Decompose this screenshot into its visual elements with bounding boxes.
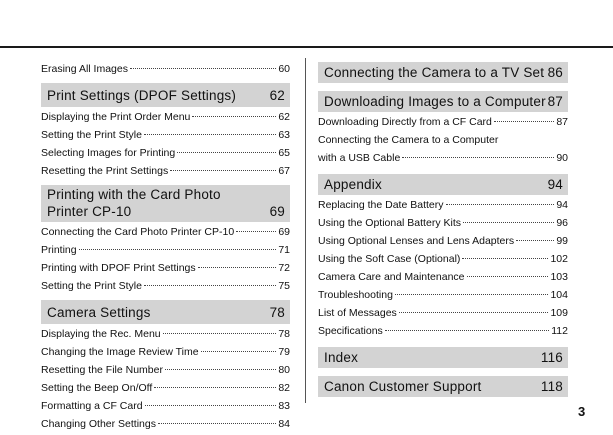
dot-leader (462, 258, 548, 259)
dot-leader (516, 240, 554, 241)
toc-entry-title: Resetting the File Number (41, 364, 163, 376)
toc-entry-title: Displaying the Print Order Menu (41, 111, 191, 123)
toc-entry-page: 72 (278, 262, 290, 274)
section-title: Index (324, 350, 359, 365)
toc-entry[interactable] (318, 324, 568, 339)
dot-leader (402, 157, 554, 158)
toc-entry-title: with a USB Cable (318, 152, 401, 164)
section-title: Print Settings (DPOF Settings) (47, 87, 237, 103)
toc-entry-page: 62 (278, 111, 290, 123)
toc-entry-title: Printing with DPOF Print Settings (41, 262, 196, 274)
toc-entry[interactable] (41, 363, 290, 378)
toc-entry[interactable] (41, 62, 290, 77)
section-page: 69 (269, 204, 285, 219)
dot-leader (177, 152, 276, 153)
dot-leader (144, 285, 276, 286)
toc-entry-title: Changing Other Settings (41, 418, 156, 430)
toc-entry-title: Troubleshooting (318, 289, 393, 301)
column-divider (305, 58, 306, 403)
toc-entry-title: Selecting Images for Printing (41, 147, 176, 159)
toc-entry-page: 109 (550, 307, 568, 319)
toc-entry-page: 84 (278, 418, 290, 430)
toc-entry-page: 82 (278, 382, 290, 394)
toc-entry-title: Changing the Image Review Time (41, 346, 199, 358)
section-title: Camera Settings (47, 304, 151, 320)
toc-left-column (41, 62, 290, 435)
toc-entry[interactable] (41, 279, 290, 294)
section-page: 86 (547, 65, 563, 80)
section-heading-camera-settings (41, 300, 290, 324)
toc-entry-title: List of Messages (318, 307, 397, 319)
toc-entry-title: Using Optional Lenses and Lens Adapters (318, 235, 515, 247)
toc-entry-page: 112 (551, 325, 568, 337)
header-rule (0, 46, 613, 48)
toc-entry-page: 60 (278, 63, 290, 75)
toc-entry-page: 79 (278, 346, 290, 358)
dot-leader (467, 276, 549, 277)
toc-entry[interactable] (318, 288, 568, 303)
toc-entry-page: 103 (550, 271, 568, 283)
dot-leader (463, 222, 554, 223)
toc-entry-page: 65 (278, 147, 290, 159)
section-page: 94 (547, 177, 563, 192)
toc-entry[interactable] (318, 198, 568, 213)
section-title: Printing with the Card Photo Printer CP-10 (47, 187, 221, 219)
toc-entry-page: 94 (556, 199, 568, 211)
toc-entry[interactable] (318, 234, 568, 249)
toc-entry-title: Camera Care and Maintenance (318, 271, 465, 283)
toc-entry-title: Formatting a CF Card (41, 400, 143, 412)
toc-entry-title: Connecting the Card Photo Printer CP-10 (41, 226, 235, 238)
section-title: Connecting the Camera to a TV Set (324, 65, 545, 80)
dot-leader (79, 249, 277, 250)
dot-leader (446, 204, 555, 205)
toc-entry[interactable] (41, 164, 290, 179)
section-page: 62 (269, 87, 285, 103)
toc-entry-page: 90 (556, 152, 568, 164)
toc-entry-page: 71 (278, 244, 290, 256)
section-page: 87 (547, 94, 563, 109)
toc-entry[interactable] (41, 146, 290, 161)
toc-entry[interactable] (318, 306, 568, 321)
dot-leader (154, 387, 276, 388)
toc-entry[interactable] (318, 151, 568, 166)
toc-entry[interactable] (41, 110, 290, 125)
toc-entry[interactable] (318, 252, 568, 267)
toc-entry[interactable] (41, 225, 290, 240)
toc-entry-title: Replacing the Date Battery (318, 199, 444, 211)
toc-entry-title: Specifications (318, 325, 383, 337)
toc-entry-title: Resetting the Print Settings (41, 165, 169, 177)
toc-right-column (318, 62, 568, 400)
toc-entry-page: 63 (278, 129, 290, 141)
dot-leader (192, 116, 276, 117)
dot-leader (399, 312, 549, 313)
dot-leader (145, 405, 277, 406)
section-heading-canon-customer-support (318, 376, 568, 397)
toc-entry-title: Using the Optional Battery Kits (318, 217, 461, 229)
toc-entry-title: Setting the Print Style (41, 129, 142, 141)
dot-leader (385, 330, 549, 331)
toc-entry-page: 67 (278, 165, 290, 177)
toc-entry[interactable] (318, 133, 568, 148)
section-heading-print-settings-dpof-settings (41, 83, 290, 107)
toc-entry[interactable] (41, 128, 290, 143)
section-title: Canon Customer Support (324, 379, 482, 394)
toc-entry-title: Using the Soft Case (Optional) (318, 253, 461, 265)
toc-entry-title: Erasing All Images (41, 63, 128, 75)
toc-entry[interactable] (41, 327, 290, 342)
dot-leader (170, 170, 276, 171)
toc-entry[interactable] (41, 399, 290, 414)
section-page: 118 (540, 379, 563, 394)
toc-entry-page: 102 (550, 253, 568, 265)
section-heading-appendix (318, 174, 568, 195)
toc-entry-title: Displaying the Rec. Menu (41, 328, 161, 340)
toc-entry-title: Connecting the Camera to a Computer (318, 134, 499, 146)
section-heading-connecting-the-camera-to-a-tv-set (318, 62, 568, 83)
section-title: Downloading Images to a Computer (324, 94, 546, 109)
section-heading-downloading-images-to-a-computer (318, 91, 568, 112)
dot-leader (165, 369, 276, 370)
dot-leader (130, 68, 276, 69)
toc-entry[interactable] (41, 243, 290, 258)
dot-leader (201, 351, 277, 352)
toc-entry-title: Printing (41, 244, 77, 256)
toc-entry[interactable] (41, 381, 290, 396)
dot-leader (144, 134, 276, 135)
dot-leader (395, 294, 549, 295)
toc-entry-page: 96 (556, 217, 568, 229)
toc-entry-title: Setting the Print Style (41, 280, 142, 292)
section-heading-index (318, 347, 568, 368)
toc-entry-page: 99 (556, 235, 568, 247)
toc-entry[interactable] (41, 261, 290, 276)
dot-leader (494, 121, 554, 122)
toc-entry[interactable] (41, 417, 290, 432)
dot-leader (236, 231, 276, 232)
section-heading-printing-with-the-card-photo-printer-cp-10 (41, 185, 290, 222)
toc-entry[interactable] (41, 345, 290, 360)
toc-entry-title: Setting the Beep On/Off (41, 382, 153, 394)
section-title: Appendix (324, 177, 382, 192)
toc-entry-page: 87 (556, 116, 568, 128)
toc-entry-title: Downloading Directly from a CF Card (318, 116, 492, 128)
toc-entry-page: 69 (278, 226, 290, 238)
page-number: 3 (578, 404, 586, 419)
dot-leader (158, 423, 276, 424)
section-page: 78 (269, 304, 285, 320)
toc-entry[interactable] (318, 270, 568, 285)
dot-leader (198, 267, 277, 268)
toc-entry[interactable] (318, 115, 568, 130)
toc-entry-page: 104 (550, 289, 568, 301)
toc-entry-page: 78 (278, 328, 290, 340)
toc-entry[interactable] (318, 216, 568, 231)
toc-entry-page: 75 (278, 280, 290, 292)
toc-entry-page: 83 (278, 400, 290, 412)
dot-leader (163, 333, 277, 334)
section-page: 116 (540, 350, 563, 365)
toc-entry-page: 80 (278, 364, 290, 376)
